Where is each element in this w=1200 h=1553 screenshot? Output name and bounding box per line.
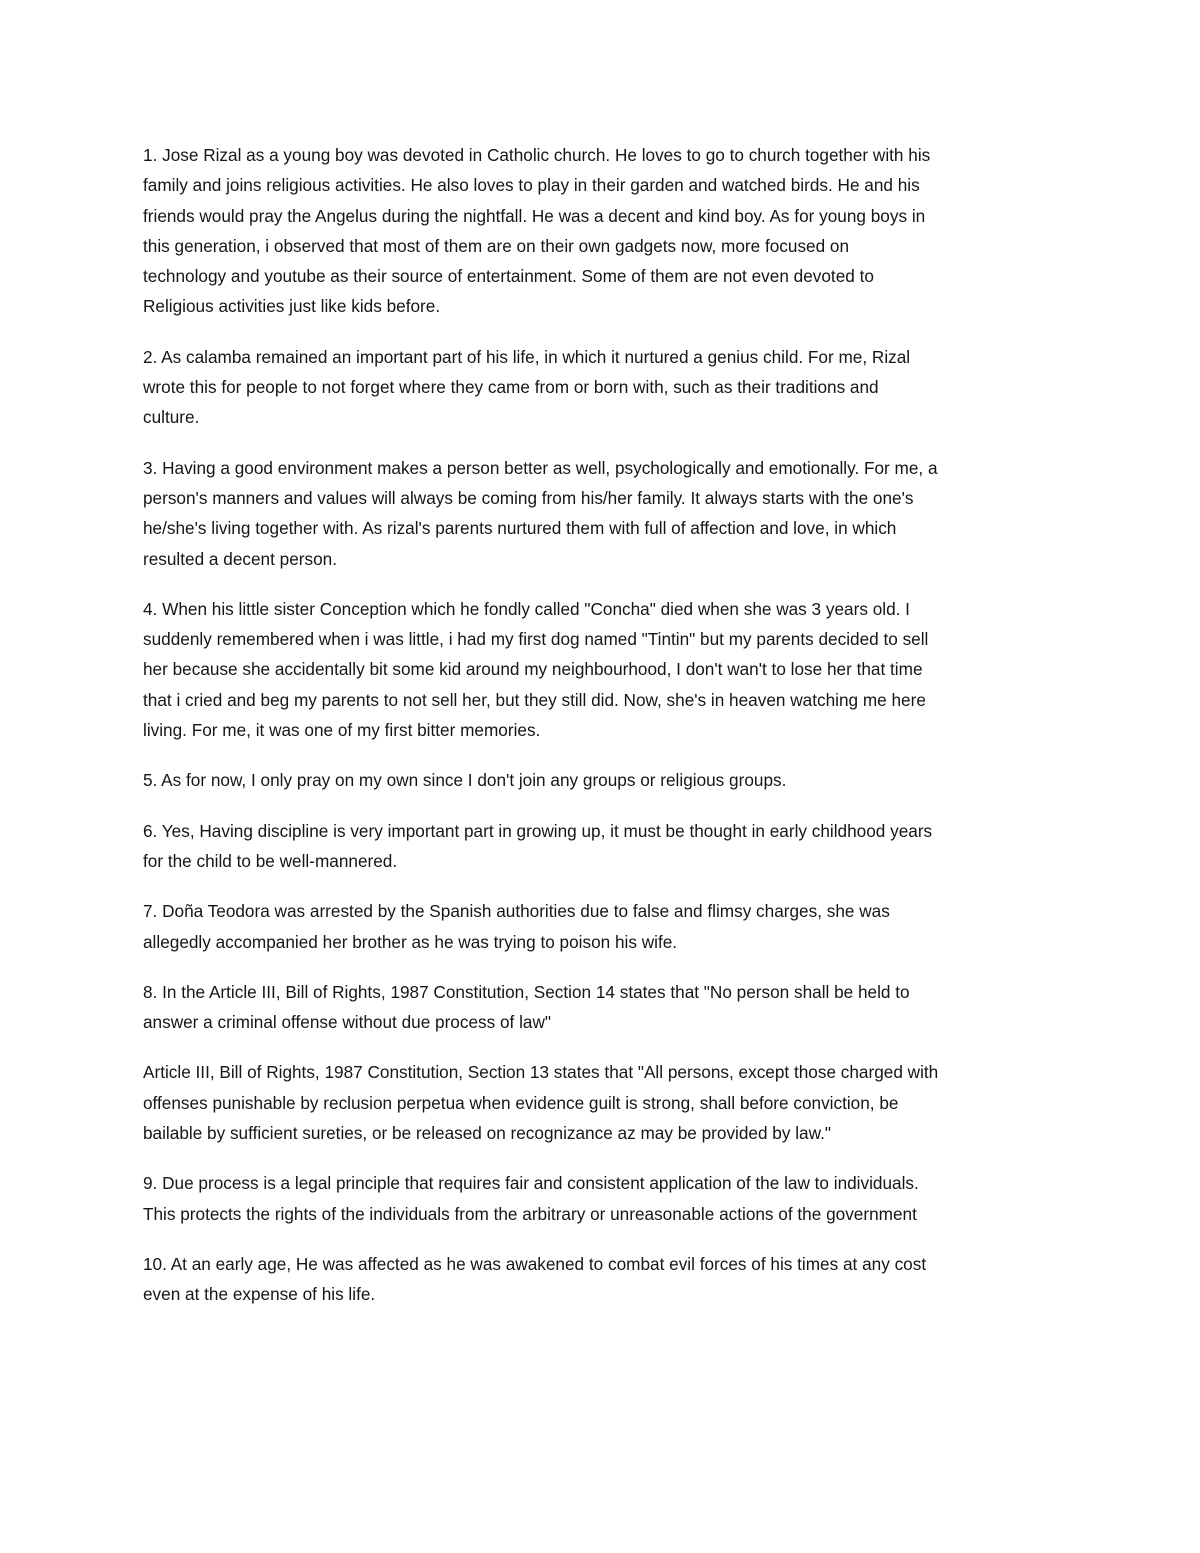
- paragraph-6: [143, 816, 1063, 877]
- text-line: person's manners and values will always be coming from his/her family. It always starts with the one's: [143, 487, 914, 508]
- text-line: offenses punishable by reclusion perpetua when evidence guilt is strong, shall before conviction, be: [143, 1092, 899, 1113]
- paragraph-8-continued: [143, 1057, 1063, 1148]
- text-line: bailable by sufficient sureties, or be released on recognizance az may be provided by law.": [143, 1123, 831, 1144]
- text-line: wrote this for people to not forget where they came from or born with, such as their traditions and: [143, 377, 879, 398]
- paragraph-1: [143, 140, 1063, 322]
- text-line: 4. When his little sister Conception which he fondly called "Concha" died when she was 3 years old. I: [143, 598, 910, 619]
- paragraph-7: [143, 896, 1063, 957]
- paragraph-3: [143, 453, 1063, 574]
- text-line: culture.: [143, 407, 200, 428]
- text-line: even at the expense of his life.: [143, 1284, 376, 1305]
- text-line: suddenly remembered when i was little, i had my first dog named "Tintin" but my parents decided to sell: [143, 629, 929, 650]
- text-line: resulted a decent person.: [143, 548, 337, 569]
- text-line: Religious activities just like kids before.: [143, 296, 441, 317]
- text-line: family and joins religious activities. He also loves to play in their garden and watched birds. He and his: [143, 175, 920, 196]
- text-line: answer a criminal offense without due process of law": [143, 1012, 551, 1033]
- text-line: 2. As calamba remained an important part of his life, in which it nurtured a genius child. For me, Rizal: [143, 346, 911, 367]
- paragraph-4: [143, 594, 1063, 745]
- text-line: This protects the rights of the individuals from the arbitrary or unreasonable actions of the government: [143, 1203, 917, 1224]
- text-line: friends would pray the Angelus during the nightfall. He was a decent and kind boy. As for young boys in: [143, 205, 926, 226]
- paragraph-5: [143, 765, 1063, 795]
- text-line: 5. As for now, I only pray on my own since I don't join any groups or religious groups.: [143, 770, 787, 791]
- text-line: 8. In the Article III, Bill of Rights, 1987 Constitution, Section 14 states that "No person shall be held to: [143, 981, 910, 1002]
- text-line: he/she's living together with. As rizal's parents nurtured them with full of affection and love, in which: [143, 518, 897, 539]
- text-line: Article III, Bill of Rights, 1987 Constitution, Section 13 states that "All persons, except those charged with: [143, 1062, 939, 1083]
- document-body: [143, 140, 1063, 1330]
- text-line: 3. Having a good environment makes a person better as well, psychologically and emotionally. For me, a: [143, 457, 938, 478]
- text-line: 1. Jose Rizal as a young boy was devoted in Catholic church. He loves to go to church together with his: [143, 145, 931, 165]
- text-line: 7. Doña Teodora was arrested by the Spanish authorities due to false and flimsy charges, she was: [143, 901, 890, 922]
- text-line: allegedly accompanied her brother as he was trying to poison his wife.: [143, 931, 678, 952]
- text-line: technology and youtube as their source of entertainment. Some of them are not even devoted to: [143, 266, 874, 287]
- paragraph-10: [143, 1249, 1063, 1310]
- text-line: that i cried and beg my parents to not sell her, but they still did. Now, she's in heaven watching me here: [143, 689, 926, 710]
- text-line: her because she accidentally bit some kid around my neighbourhood, I don't wan't to lose her that time: [143, 659, 923, 680]
- paragraph-8: [143, 977, 1063, 1038]
- text-line: living. For me, it was one of my first bitter memories.: [143, 720, 541, 741]
- text-line: for the child to be well-mannered.: [143, 850, 398, 871]
- text-line: 9. Due process is a legal principle that requires fair and consistent application of the law to individuals.: [143, 1173, 919, 1194]
- text-line: 6. Yes, Having discipline is very important part in growing up, it must be thought in early childhood years: [143, 820, 933, 841]
- paragraph-9: [143, 1168, 1063, 1229]
- text-line: this generation, i observed that most of them are on their own gadgets now, more focused on: [143, 235, 850, 256]
- text-line: 10. At an early age, He was affected as he was awakened to combat evil forces of his times at any cost: [143, 1253, 927, 1274]
- paragraph-2: [143, 342, 1063, 433]
